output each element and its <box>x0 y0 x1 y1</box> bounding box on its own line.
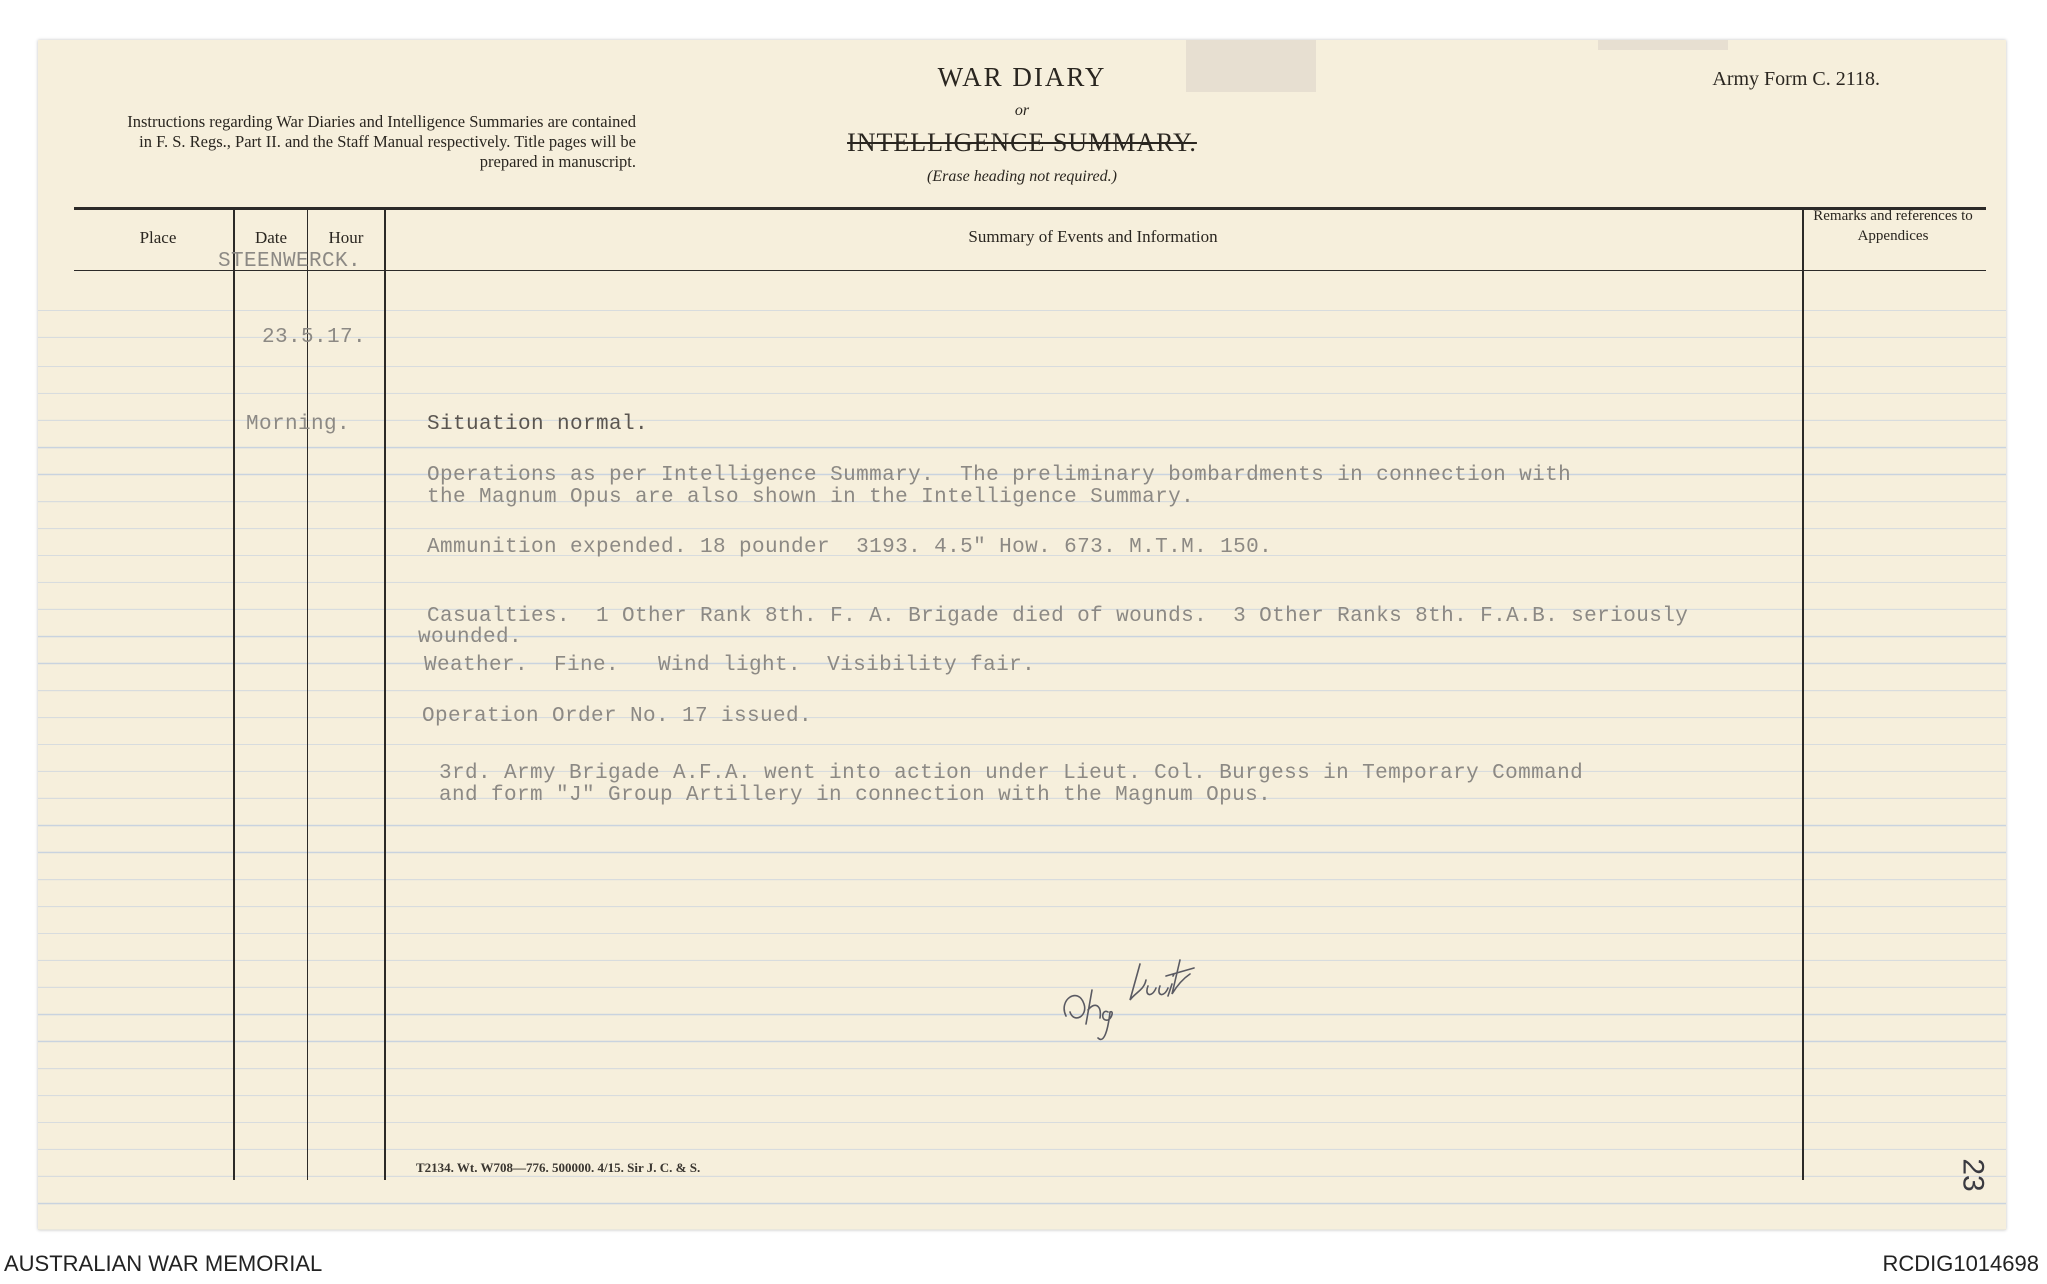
entry-line: Operations as per Intelligence Summary. The preliminary bombardments in connection with <box>427 464 1572 487</box>
entry-line: Casualties. 1 Other Rank 8th. F. A. Brigade died of wounds. 3 Other Ranks 8th. F.A.B. seriously <box>427 605 1689 628</box>
entry-date: 23.5.17. <box>262 326 367 349</box>
header-rule <box>74 207 1986 210</box>
handwritten-signature <box>1048 920 1248 1050</box>
entry-line: 3rd. Army Brigade A.F.A. went into action under Lieut. Col. Burgess in Temporary Command <box>439 762 1584 785</box>
remarks-column-line <box>1802 208 1804 1180</box>
printer-imprint: T2134. Wt. W708—776. 500000. 4/15. Sir J. C. & S. <box>416 1160 701 1175</box>
entry-line: Situation normal. <box>427 413 649 436</box>
page-title: WAR DIARY <box>937 62 1107 92</box>
or-word: or <box>1014 102 1030 119</box>
entry-line: Ammunition expended. 18 pounder 3193. 4.5" How. 673. M.T.M. 150. <box>427 536 1273 559</box>
hour-column-line <box>307 208 308 1180</box>
entry-line: Weather. Fine. Wind light. Visibility fair. <box>424 654 1036 677</box>
archive-credit: AUSTRALIAN WAR MEMORIAL <box>4 1251 323 1276</box>
instructions-note: Instructions regarding War Diaries and Intelligence Summaries are contained in F. S. Regs., Part II. and the Staff Manual respectively. Title pages will be prepared in manuscript. <box>127 112 636 171</box>
diary-sheet <box>38 40 2006 1230</box>
entry-line: wounded. <box>418 626 523 649</box>
column-header-place: Place <box>139 228 177 247</box>
army-form-label: Army Form C. 2118. <box>1712 68 1880 90</box>
column-header-hour: Hour <box>328 228 364 247</box>
entry-line: Operation Order No. 17 issued. <box>422 705 813 728</box>
column-header-summary: Summary of Events and Information <box>968 227 1218 246</box>
erase-note: (Erase heading not required.) <box>927 168 1117 185</box>
entry-place: STEENWERCK. <box>218 250 362 273</box>
summary-column-line <box>384 208 386 1180</box>
column-header-remarks: Remarks and references to Appendices <box>1813 208 1973 244</box>
entry-hour: Morning. <box>246 413 351 436</box>
page-number: 23 <box>1956 1158 1990 1192</box>
page-subtitle: INTELLIGENCE SUMMARY. <box>847 128 1197 157</box>
entry-line: the Magnum Opus are also shown in the Intelligence Summary. <box>427 486 1195 509</box>
tape-mark <box>1598 40 1728 50</box>
date-column-line <box>233 208 235 1180</box>
entry-line: and form "J" Group Artillery in connection with the Magnum Opus. <box>439 784 1272 807</box>
archive-id: RCDIG1014698 <box>1882 1251 2039 1276</box>
column-header-date: Date <box>254 228 288 247</box>
